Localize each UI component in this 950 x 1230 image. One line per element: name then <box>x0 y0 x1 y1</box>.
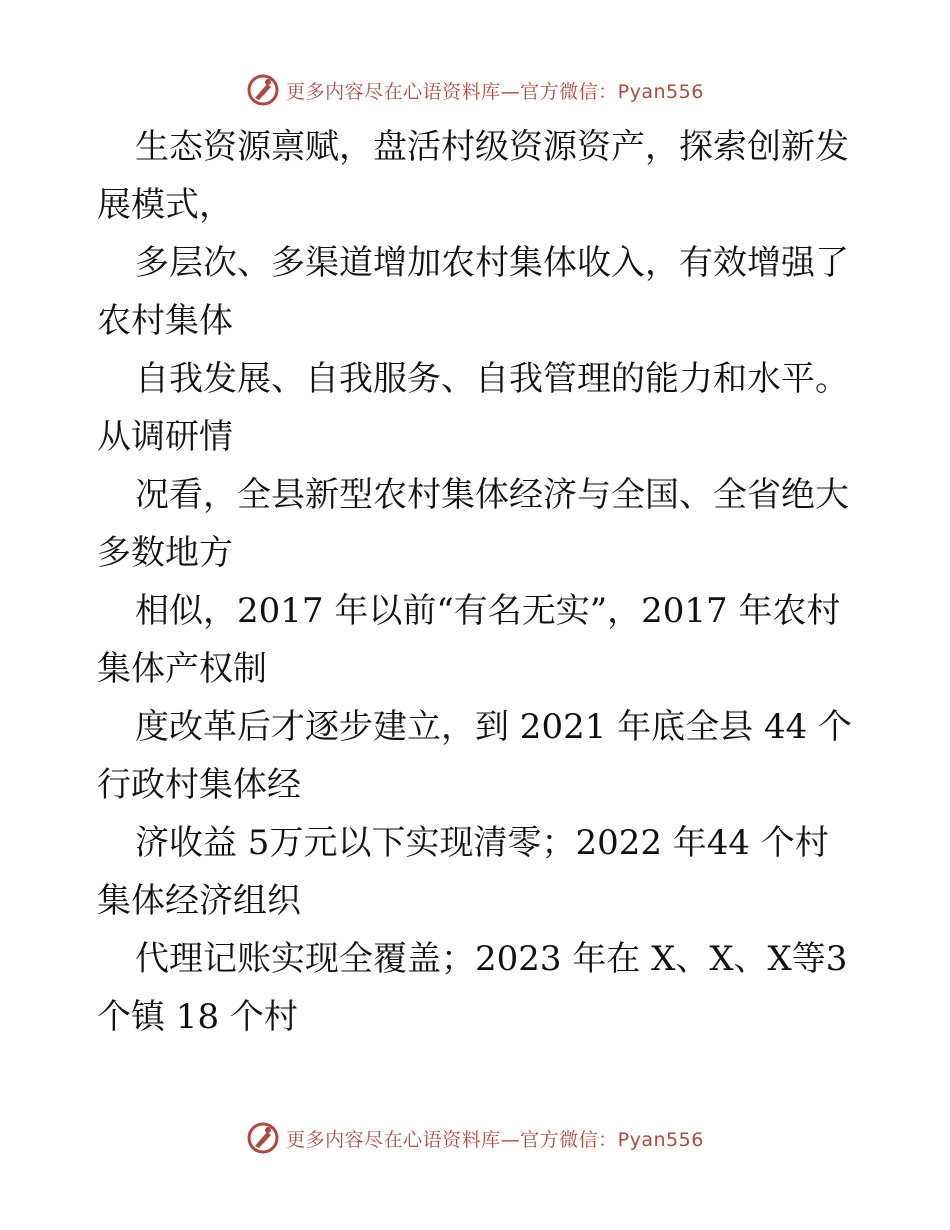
body-text-line: 生态资源禀赋，盘活村级资源资产，探索创新发 <box>135 127 849 167</box>
body-text-line: 相似，2017 年以前“有名无实”，2017 年农村 <box>135 591 841 631</box>
body-text-line: 行政村集体经 <box>97 765 301 805</box>
pen-logo-icon <box>246 1121 280 1155</box>
watermark-text: 更多内容尽在心语资料库—官方微信：Pyan556 <box>286 1128 704 1151</box>
body-text-line: 从调研情 <box>97 417 233 457</box>
body-text-line: 多层次、多渠道增加农村集体收入，有效增强了 <box>135 243 849 283</box>
footer-watermark <box>0 1118 950 1158</box>
body-text-line: 集体经济组织 <box>97 881 301 921</box>
body-text-line: 农村集体 <box>97 301 233 341</box>
pen-logo-icon <box>246 73 280 107</box>
body-text-line: 自我发展、自我服务、自我管理的能力和水平。 <box>135 359 849 399</box>
header-watermark <box>0 70 950 110</box>
body-text-line: 个镇 18 个村 <box>97 997 298 1037</box>
document-body <box>97 118 857 1046</box>
body-text-line: 多数地方 <box>97 533 233 573</box>
body-text-line: 况看，全县新型农村集体经济与全国、全省绝大 <box>135 475 849 515</box>
body-text-line: 展模式， <box>97 185 233 225</box>
body-text-line: 济收益 5万元以下实现清零；2022 年44 个村 <box>135 823 829 863</box>
body-text-line: 代理记账实现全覆盖；2023 年在 X、X、X等3 <box>135 939 848 979</box>
body-text-line: 集体产权制 <box>97 649 267 689</box>
body-text-line: 度改革后才逐步建立，到 2021 年底全县 44 个 <box>135 707 853 747</box>
watermark-text: 更多内容尽在心语资料库—官方微信：Pyan556 <box>286 80 704 103</box>
